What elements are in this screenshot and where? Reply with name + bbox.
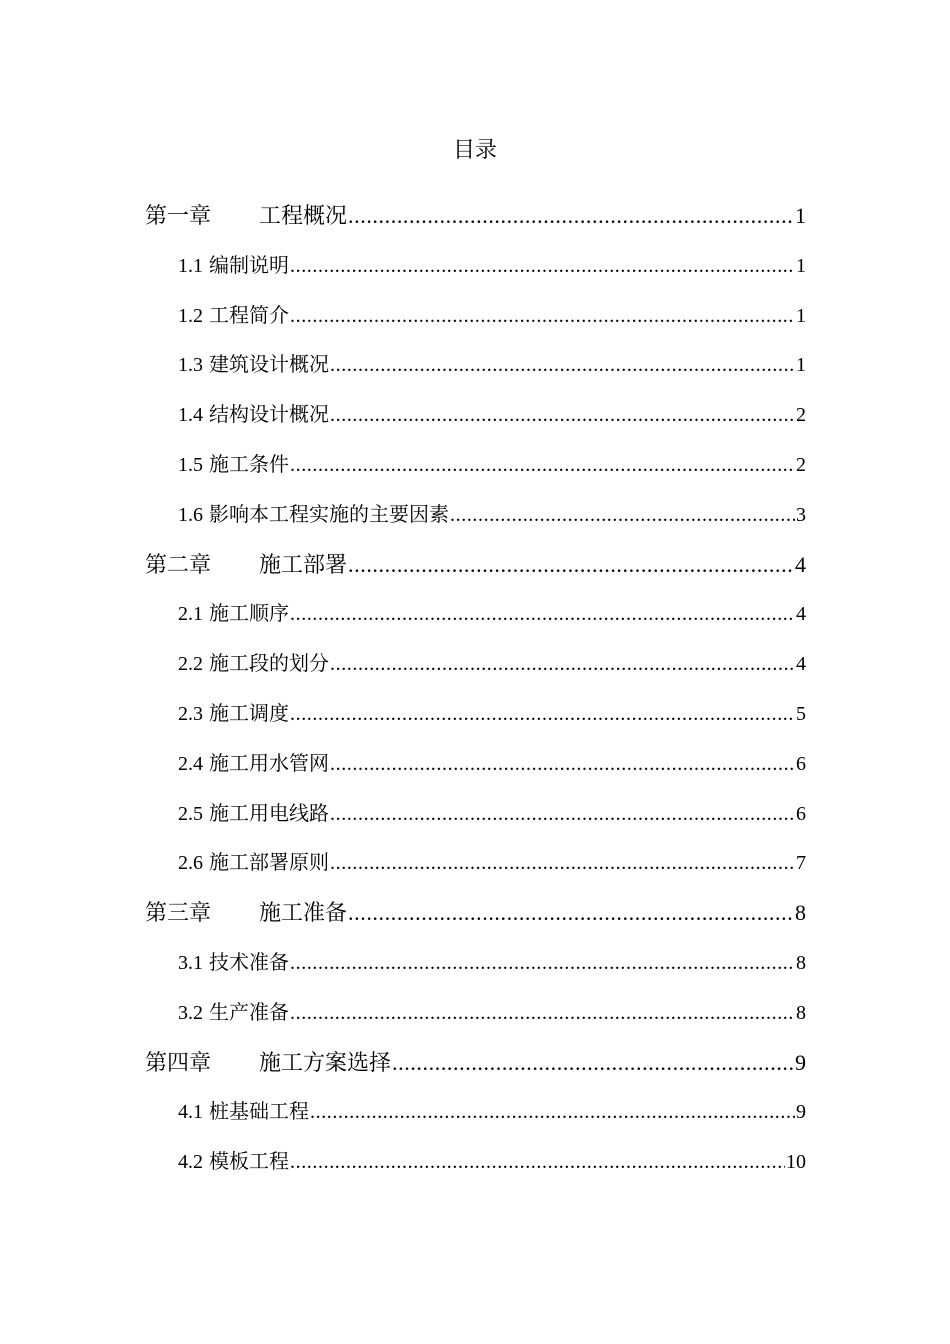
toc-entry-text: 施工部署原则 [209,852,329,875]
toc-section-entry[interactable] [178,348,806,376]
toc-entry-number: 1.1 [178,254,203,277]
toc-page-number: 8 [796,952,806,974]
toc-entry-text: 工程简介 [209,304,289,327]
toc-entry-text: 生产准备 [209,1001,289,1024]
toc-dot-leader [330,803,795,826]
toc-section-entry[interactable] [178,498,806,526]
toc-entry-text: 技术准备 [209,952,289,974]
toc-dot-leader [330,404,795,427]
toc-entry-number: 1.6 [178,503,203,526]
toc-page-number: 8 [795,900,806,926]
toc-entry-number: 3.2 [178,1001,203,1024]
toc-page-number: 1 [796,254,806,277]
toc-section-entry[interactable] [178,697,806,725]
toc-entry-text: 建筑设计概况 [209,354,329,377]
toc-page-number: 4 [796,603,806,626]
toc-section-entry[interactable] [178,996,806,1024]
toc-section-entry[interactable] [178,1145,806,1173]
toc-entry-text: 施工条件 [209,454,289,476]
toc-section-entry[interactable] [178,1095,806,1123]
toc-entry-text: 施工调度 [209,703,289,725]
toc-section-entry[interactable] [178,647,806,675]
toc-entry-number: 1.2 [178,304,203,327]
toc-entry-text: 施工方案选择 [259,1050,392,1076]
toc-page-number: 8 [796,1001,806,1024]
toc-entry-number: 第二章 [145,552,212,578]
toc-entry-number: 1.4 [178,404,203,427]
toc-section-entry[interactable] [178,448,806,476]
toc-entry-number: 1.3 [178,354,203,377]
toc-dot-leader [348,203,794,229]
toc-dot-leader [290,255,795,278]
toc-chapter-entry[interactable] [145,896,806,926]
toc-entry-number: 2.3 [178,703,203,725]
toc-entry-number: 2.4 [178,752,203,775]
toc-entry-text: 施工准备 [259,901,348,927]
toc-entry-text: 施工段的划分 [209,653,329,676]
toc-page-number: 1 [795,203,806,228]
toc-entry-number: 3.1 [178,952,203,974]
toc-section-entry[interactable] [178,946,806,974]
toc-section-entry[interactable] [178,846,806,874]
toc-dot-leader [290,1002,795,1025]
toc-entry-text: 施工用水管网 [209,752,329,775]
toc-page-number: 4 [796,653,806,676]
toc-entry-number: 2.1 [178,603,203,626]
toc-entry-text: 影响本工程实施的主要因素 [209,503,449,526]
toc-section-entry[interactable] [178,797,806,825]
toc-dot-leader [348,552,794,578]
toc-page-number: 3 [796,503,806,526]
toc-page-number: 4 [795,551,806,577]
toc-page-number: 5 [796,703,806,725]
toc-entry-number: 2.5 [178,802,203,825]
toc-page-number: 2 [796,404,806,427]
toc-dot-leader [290,305,795,328]
toc-entry-text: 施工顺序 [209,603,289,626]
toc-dot-leader [330,852,795,875]
toc-entry-number: 4.2 [178,1151,203,1174]
toc-entry-number: 4.1 [178,1101,203,1124]
toc-dot-leader [330,753,795,776]
toc-chapter-entry[interactable] [145,199,806,229]
toc-dot-leader [330,653,795,676]
toc-entry-text: 结构设计概况 [209,404,329,427]
toc-entry-number: 第一章 [145,204,212,229]
toc-page-number: 1 [796,304,806,327]
toc-entry-text: 模板工程 [209,1151,289,1174]
toc-entry-text: 施工部署 [259,552,348,578]
toc-page-number: 9 [796,1101,806,1124]
toc-section-entry[interactable] [178,299,806,327]
toc-entry-text: 工程概况 [259,204,348,229]
toc-page-number: 2 [796,454,806,476]
toc-page-number: 6 [796,802,806,825]
toc-entry-text: 施工用电线路 [209,802,329,825]
toc-section-entry[interactable] [178,747,806,775]
toc-page-number: 6 [796,752,806,775]
toc-title: 目录 [452,138,497,163]
toc-entry-number: 第三章 [145,901,212,927]
toc-dot-leader [290,454,795,477]
toc-dot-leader [392,1050,794,1076]
toc-chapter-entry[interactable] [145,1046,806,1076]
toc-page-number: 10 [786,1151,806,1174]
toc-page-number: 9 [795,1049,806,1075]
toc-entry-text: 桩基础工程 [209,1101,309,1124]
toc-dot-leader [450,504,795,527]
toc-dot-leader [290,703,795,726]
toc-section-entry[interactable] [178,398,806,426]
toc-entry-number: 2.6 [178,852,203,875]
toc-chapter-entry[interactable] [145,548,806,578]
toc-entry-number: 1.5 [178,454,203,476]
toc-dot-leader [290,1151,785,1174]
toc-section-entry[interactable] [178,249,806,277]
toc-entry-number: 第四章 [145,1050,212,1076]
toc-page-number: 7 [796,852,806,875]
toc-dot-leader [290,603,795,626]
toc-dot-leader [348,900,794,926]
toc-page-number: 1 [796,354,806,377]
toc-dot-leader [330,354,795,377]
toc-entry-text: 编制说明 [209,254,289,277]
toc-section-entry[interactable] [178,597,806,625]
toc-dot-leader [290,952,795,975]
toc-dot-leader [310,1101,795,1124]
toc-entry-number: 2.2 [178,653,203,676]
